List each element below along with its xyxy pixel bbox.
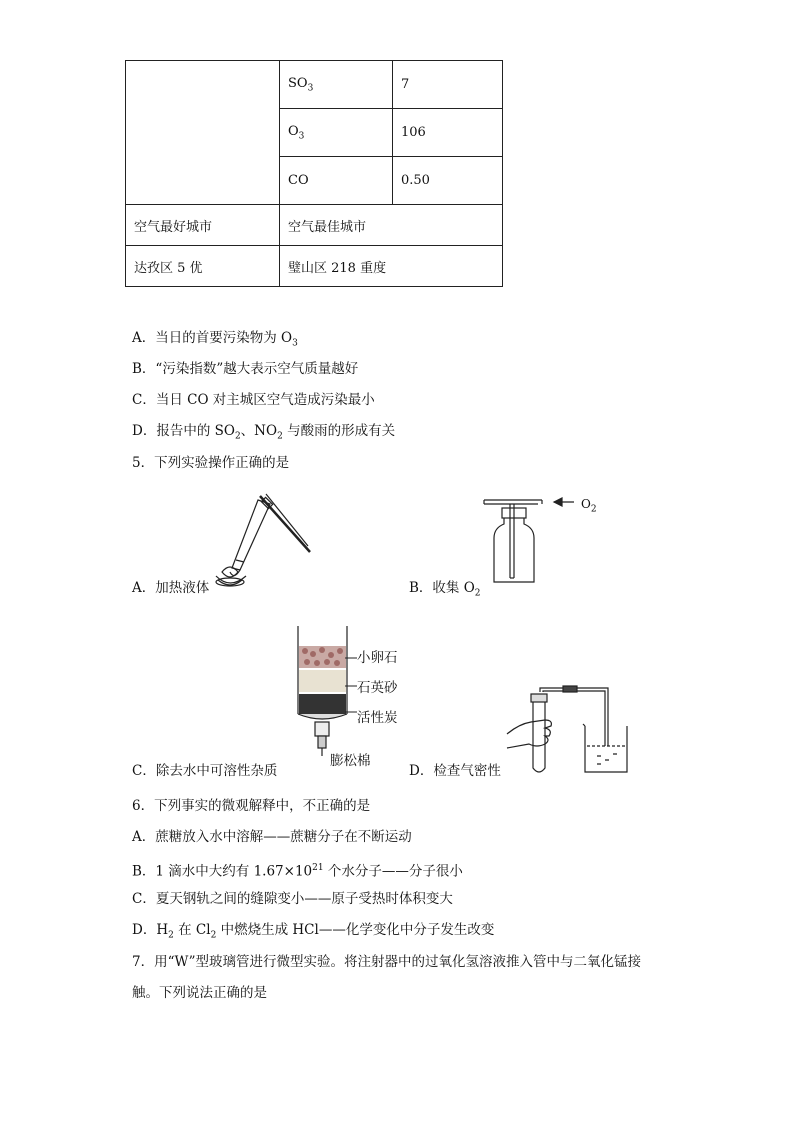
q4-option-d: D．报告中的 $SO_2$、$NO_2$ 与酸雨的形成有关 — [132, 423, 396, 442]
heating-liquid-illustration — [200, 490, 320, 590]
filter-label-charcoal: 活性炭 — [357, 710, 398, 726]
pollutant-cell: $O_3$ — [280, 109, 393, 157]
q5-stem: 5．下列实验操作正确的是 — [132, 455, 290, 471]
best-city-value: 达孜区 5 优 — [126, 246, 280, 287]
q5-option-d: D．检查气密性 — [409, 763, 501, 779]
best-city-header: 空气最好城市 — [126, 205, 280, 246]
q4-option-a: A．当日的首要污染物为 $O_3$ — [132, 330, 298, 349]
pollutant-cell: CO — [280, 157, 393, 205]
value-cell: 106 — [393, 109, 503, 157]
q4-option-b: B．“污染指数”越大表示空气质量越好 — [132, 361, 359, 377]
filter-label-sand: 石英砂 — [357, 680, 398, 696]
worst-city-value: 璧山区 218 重度 — [280, 246, 503, 287]
o2-arrow-label: $O_2$ — [581, 497, 597, 515]
filter-label-cotton: 膨松棉 — [330, 753, 371, 769]
filter-label-pebbles: 小卵石 — [357, 650, 398, 666]
q7-stem-line1: 7．用“W”型玻璃管进行微型实验。将注射器中的过氧化氢溶液推入管中与二氧化锰接 — [132, 954, 642, 970]
pollutant-cell: $SO_3$ — [280, 61, 393, 109]
q6-stem: 6．下列事实的微观解释中，不正确的是 — [132, 798, 371, 814]
q7-stem-line2: 触。下列说法正确的是 — [132, 985, 267, 1001]
airtightness-check-illustration — [505, 684, 640, 774]
q5-option-b: B．收集 $O_2$ — [409, 580, 481, 599]
empty-cell — [126, 61, 280, 205]
value-cell: 7 — [393, 61, 503, 109]
q6-option-a: A．蔗糖放入水中溶解——蔗糖分子在不断运动 — [132, 829, 412, 845]
q5-option-a: A．加热液体 — [132, 580, 210, 596]
q4-option-c: C．当日 CO 对主城区空气造成污染最小 — [132, 392, 375, 408]
best-city-header-2: 空气最佳城市 — [280, 205, 503, 246]
air-quality-table — [125, 60, 503, 287]
value-cell: 0.50 — [393, 157, 503, 205]
gas-collection-bottle — [482, 492, 642, 587]
q6-option-d: D．$H_2$ 在 $Cl_2$ 中燃烧生成 HCl——化学变化中分子发生改变 — [132, 922, 495, 941]
q5-option-c: C．除去水中可溶性杂质 — [132, 763, 278, 779]
q6-option-b: B．1 滴水中大约有 $1.67\times 10^{21}$ 个水分子——分子很小 — [132, 863, 463, 880]
q6-option-c: C．夏天钢轨之间的缝隙变小——原子受热时体积变大 — [132, 891, 453, 907]
